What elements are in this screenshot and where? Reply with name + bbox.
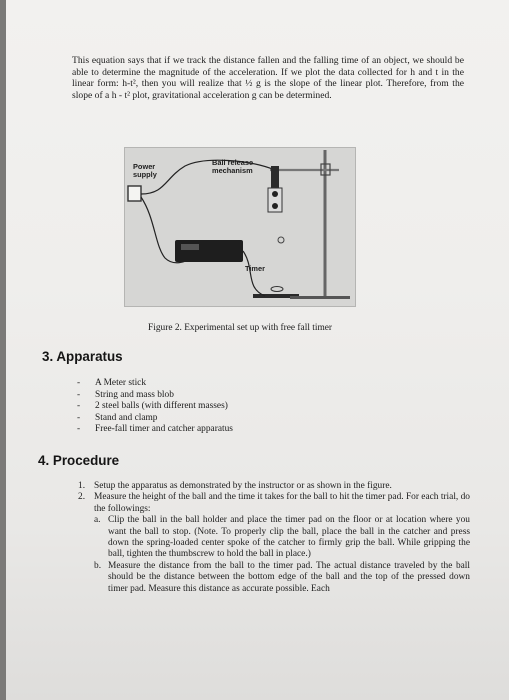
procedure-substep	[94, 515, 470, 561]
list-item: - String and mass blob	[75, 390, 233, 402]
list-item: - A Meter stick	[75, 378, 233, 390]
list-item: - Stand and clamp	[75, 413, 233, 425]
experiment-figure	[124, 147, 356, 307]
timer-body	[175, 240, 243, 262]
intro-paragraph: This equation says that if we track the distance fallen and the falling time of an object, we should be able to determine the magnitude of the acceleration. If we plot the data collected for h and t in the linear form: h-t², then you will realize that ½ g is the slope of the linear plot. Therefore, from the slope of a h - t² plot, gravitational acceleration g can be determined.	[72, 55, 464, 101]
steel-ball	[278, 237, 284, 243]
timer-display	[181, 244, 199, 250]
procedure-list	[78, 481, 470, 595]
step-number: 2.	[78, 492, 86, 503]
holder-screw	[272, 203, 278, 209]
procedure-heading: 4. Procedure	[38, 453, 120, 468]
substep-letter: a.	[94, 515, 101, 526]
apparatus-heading: 3. Apparatus	[42, 349, 123, 364]
document-page	[6, 0, 509, 700]
release-mechanism	[271, 166, 279, 188]
rod-foot	[290, 296, 350, 299]
procedure-step	[78, 492, 470, 595]
timer-pad	[271, 287, 283, 292]
procedure-substep	[94, 561, 470, 595]
step-number: 1.	[78, 481, 86, 491]
apparatus-list	[75, 378, 233, 436]
holder-screw	[272, 191, 278, 197]
step-text: Measure the height of the ball and the time it takes for the ball to hit the timer pad. For each trial, do the followings:	[94, 492, 470, 514]
procedure-step	[78, 481, 470, 492]
ball-release-label: Ball release mechanism	[212, 158, 254, 175]
power-supply-label: Power supply	[133, 162, 157, 179]
list-item: - Free-fall timer and catcher apparatus	[75, 424, 233, 436]
pad-cable	[243, 251, 265, 296]
step-text: Setup the apparatus as demonstrated by the instructor or as shown in the figure.	[94, 481, 392, 491]
timer-label: Timer	[245, 264, 265, 273]
substep-list	[94, 515, 470, 595]
power-supply-box	[128, 186, 141, 201]
substep-text: Measure the distance from the ball to the timer pad. The actual distance traveled by the ball should be the distance between the bottom edge of the ball and the top of the pressed down timer pad. Measure this distance as accurate possible. Each	[108, 560, 470, 594]
substep-letter: b.	[94, 560, 102, 571]
substep-text: Clip the ball in the ball holder and place the timer pad on the floor or at location where you want the ball to stop. (Note. To properly clip the ball, place the ball in the catcher and press down the spring-loaded center spoke of the catcher to firmly grip the ball. While gripping the ball, tighten the thumbscrew to hold the ball in place.)	[108, 515, 470, 560]
list-item: - 2 steel balls (with different masses)	[75, 401, 233, 413]
figure-caption: Figure 2. Experimental set up with free fall timer	[148, 323, 333, 333]
